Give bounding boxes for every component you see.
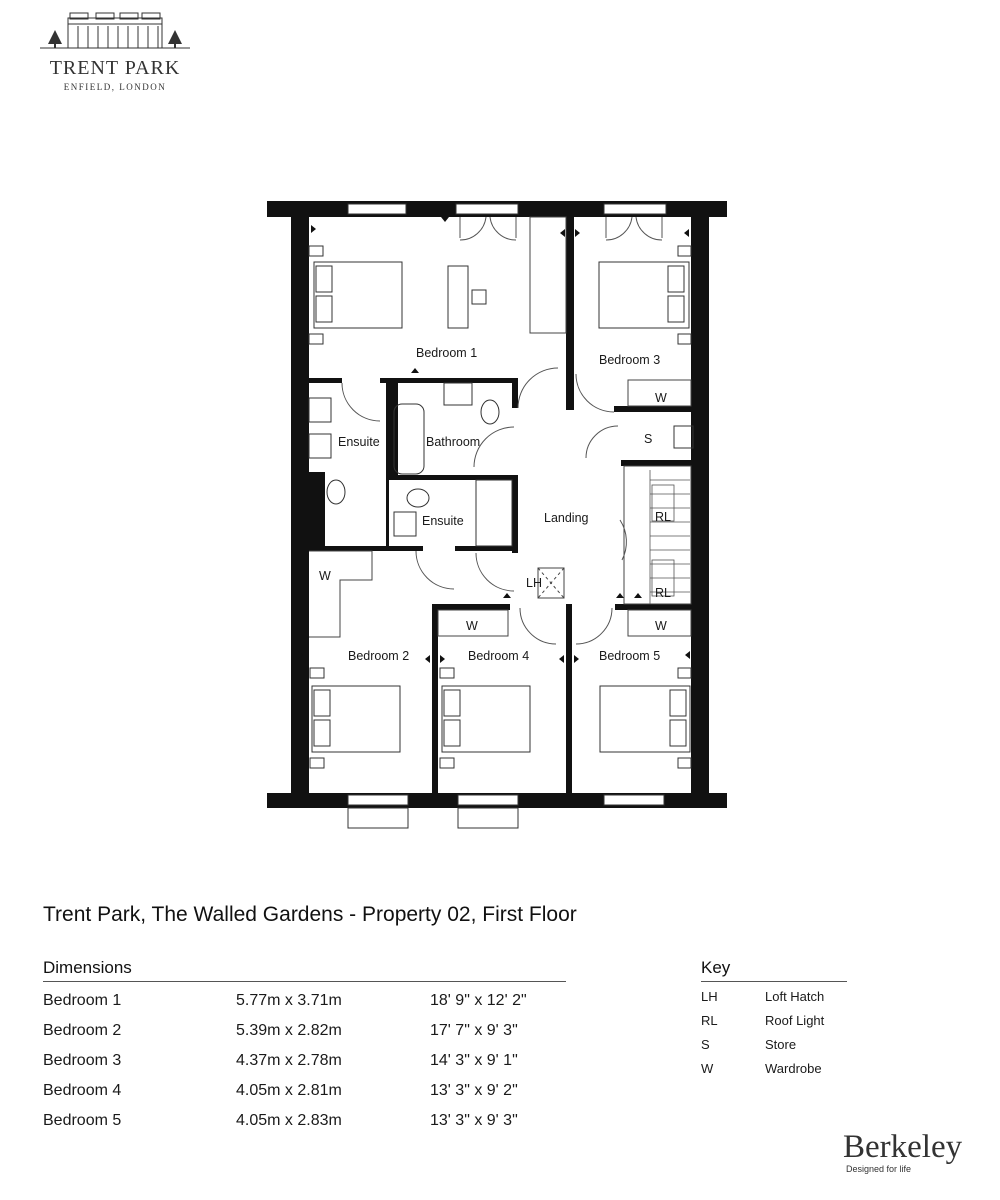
metric-size: 4.37m x 2.78m — [236, 1052, 342, 1069]
key-heading: Key — [701, 958, 731, 977]
imperial-size: 14' 3" x 9' 1" — [430, 1052, 518, 1069]
key-code: W — [701, 1060, 714, 1076]
beds — [309, 246, 691, 768]
wardrobe-label: W — [655, 619, 667, 633]
key-item — [701, 1008, 901, 1032]
key-item — [701, 984, 901, 1008]
imperial-size: 13' 3" x 9' 2" — [430, 1082, 518, 1099]
room-label-ensuite-1: Ensuite — [338, 435, 380, 449]
imperial-size: 18' 9" x 12' 2" — [430, 992, 527, 1009]
loft-hatch-label: LH — [526, 576, 542, 590]
key-list — [701, 984, 901, 1080]
room-label-bathroom: Bathroom — [426, 435, 481, 449]
imperial-size: 17' 7" x 9' 3" — [430, 1022, 518, 1039]
room-label-ensuite-2: Ensuite — [422, 514, 464, 528]
store-label: S — [644, 432, 653, 446]
room-name: Bedroom 5 — [43, 1112, 122, 1129]
dimensions-table — [43, 986, 603, 1136]
berkeley-logo — [843, 1130, 963, 1174]
metric-size: 4.05m x 2.81m — [236, 1082, 342, 1099]
dimensions-divider — [43, 981, 566, 982]
room-name: Bedroom 1 — [43, 992, 122, 1009]
roof-light-label: RL — [655, 510, 671, 524]
key-item — [701, 1032, 901, 1056]
dimensions-row — [43, 1046, 603, 1076]
metric-size: 5.77m x 3.71m — [236, 992, 342, 1009]
metric-size: 5.39m x 2.82m — [236, 1022, 342, 1039]
roof-light-label: RL — [655, 586, 671, 600]
room-name: Bedroom 3 — [43, 1052, 122, 1069]
stairs — [650, 470, 690, 604]
dimensions-row — [43, 1106, 603, 1136]
key-meaning: Roof Light — [765, 1012, 825, 1028]
page-title: Trent Park, The Walled Gardens - Property 02, First Floor — [43, 903, 577, 926]
brand-name: Berkeley — [843, 1129, 963, 1165]
logo-name: TRENT PARK — [49, 57, 181, 79]
logo-location: ENFIELD, LONDON — [63, 82, 167, 92]
key-meaning: Store — [765, 1036, 797, 1052]
wardrobe-label: W — [655, 391, 667, 405]
wardrobe-label: W — [466, 619, 478, 633]
dimensions-row — [43, 1016, 603, 1046]
imperial-size: 13' 3" x 9' 3" — [430, 1112, 518, 1129]
room-name: Bedroom 2 — [43, 1022, 122, 1039]
key-item — [701, 1056, 901, 1080]
room-label-bedroom-3: Bedroom 3 — [599, 353, 661, 367]
room-label-bedroom-4: Bedroom 4 — [468, 649, 530, 663]
dimensions-heading: Dimensions — [43, 958, 132, 977]
room-label-bedroom-1: Bedroom 1 — [416, 346, 478, 360]
brand-tagline: Designed for life — [846, 1164, 912, 1174]
room-name: Bedroom 4 — [43, 1082, 122, 1099]
interior-walls — [309, 217, 693, 793]
key-divider — [701, 981, 847, 982]
dimensions-row — [43, 986, 603, 1016]
key-code: LH — [701, 988, 718, 1004]
wardrobe-label: W — [319, 569, 331, 583]
dimensions-row — [43, 1076, 603, 1106]
room-label-bedroom-2: Bedroom 2 — [348, 649, 410, 663]
key-meaning: Loft Hatch — [765, 988, 825, 1004]
room-label-landing: Landing — [544, 511, 589, 525]
key-meaning: Wardrobe — [765, 1060, 822, 1076]
key-code: S — [701, 1036, 710, 1052]
key-code: RL — [701, 1012, 718, 1028]
metric-size: 4.05m x 2.83m — [236, 1112, 342, 1129]
room-label-bedroom-5: Bedroom 5 — [599, 649, 661, 663]
